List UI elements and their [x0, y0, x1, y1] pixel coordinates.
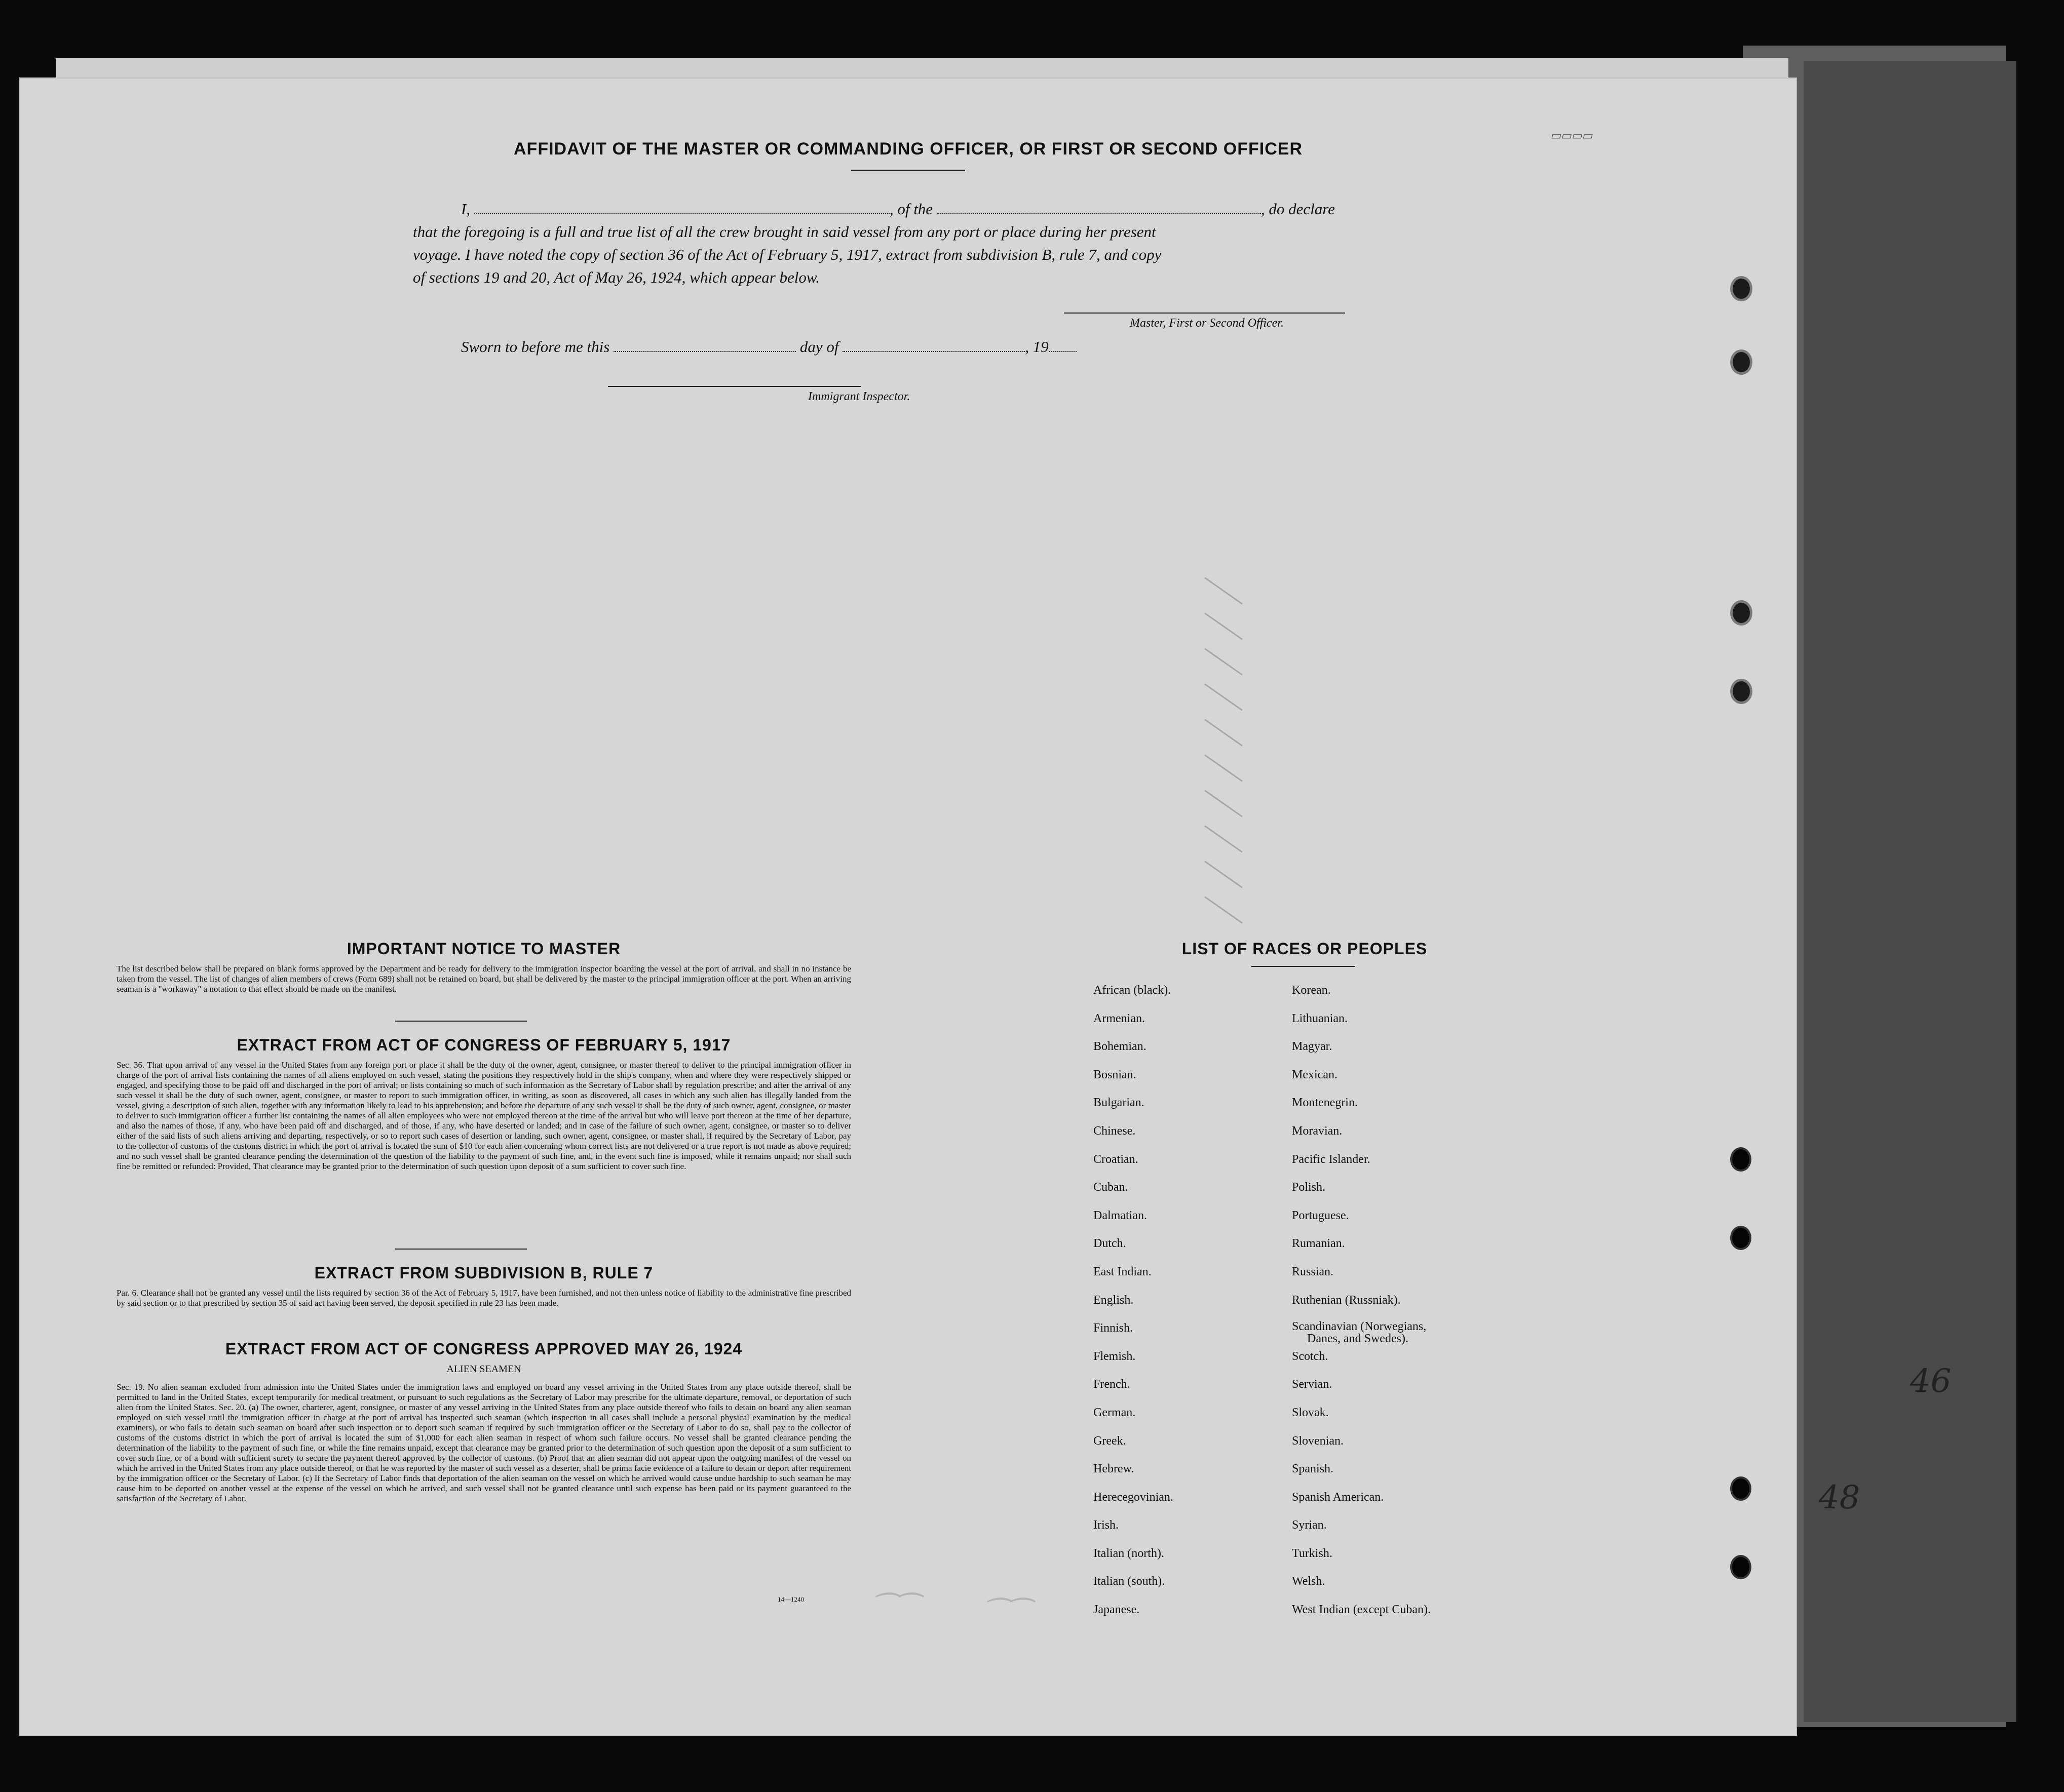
race-item: Bosnian.: [1093, 1068, 1136, 1081]
handwritten-page-number: 48: [1819, 1479, 1860, 1516]
inspector-caption: Immigrant Inspector.: [808, 390, 910, 403]
race-item: Japanese.: [1093, 1603, 1140, 1617]
pencil-stroke: [1204, 648, 1242, 675]
affidavit-line-1: I, , of the , do declare: [461, 200, 1335, 218]
race-item: German.: [1093, 1406, 1136, 1419]
title-rule: [851, 170, 965, 171]
sworn-year-blank[interactable]: [1049, 339, 1077, 352]
race-item: Armenian.: [1093, 1011, 1145, 1025]
bleed-through-text: ▭▭▭▭: [1550, 129, 1593, 142]
race-item: Bulgarian.: [1093, 1096, 1144, 1110]
race-item: Welsh.: [1292, 1575, 1325, 1588]
act-1924-heading: EXTRACT FROM ACT OF CONGRESS APPROVED MAY 26, 1924: [225, 1340, 743, 1358]
races-right-column: [1292, 983, 1431, 1630]
alien-seamen-subheading: ALIEN SEAMEN: [446, 1364, 521, 1375]
race-item: Finnish.: [1093, 1321, 1133, 1335]
races-left-column: [1093, 983, 1173, 1630]
handwritten-page-number: 46: [1910, 1362, 1952, 1400]
binder-hole: [1730, 1555, 1751, 1579]
race-item: Greek.: [1093, 1434, 1126, 1448]
race-item: Croatian.: [1093, 1152, 1138, 1166]
affidavit-line-4: of sections 19 and 20, Act of May 26, 1924, which appear below.: [413, 268, 820, 286]
race-item: Dalmatian.: [1093, 1209, 1147, 1222]
pencil-stroke: [1204, 790, 1242, 817]
pencil-stroke: [1204, 754, 1242, 782]
race-item: Turkish.: [1292, 1546, 1332, 1560]
binder-hole: [1730, 679, 1752, 704]
pencil-stroke: [1204, 825, 1242, 852]
race-item: Rumanian.: [1292, 1237, 1345, 1251]
race-item: Scotch.: [1292, 1349, 1328, 1363]
races-rule: [1251, 966, 1355, 967]
race-item: Flemish.: [1093, 1349, 1136, 1363]
race-item: African (black).: [1093, 984, 1171, 997]
race-item: Slovenian.: [1292, 1434, 1344, 1448]
race-item: Montenegrin.: [1292, 1096, 1358, 1110]
race-item: Italian (north).: [1093, 1546, 1164, 1560]
race-item: French.: [1093, 1378, 1130, 1391]
sworn-date-blank[interactable]: [614, 339, 796, 352]
binder-hole: [1730, 1476, 1751, 1501]
pencil-stroke: [1204, 612, 1242, 640]
race-item: Servian.: [1292, 1378, 1332, 1391]
pencil-stroke: [1204, 719, 1242, 746]
binder-hole: [1730, 276, 1752, 301]
act-1917-body: Sec. 36. That upon arrival of any vessel in the United States from any foreign port or place it shall be the duty of the owner, agent, consignee, or master thereof to deliver to the principal immigration officer in charge of the port of arrival lists containing the names of all aliens employed on such vessel, stating the positions they respectively hold in the ship's company, when and where they were respectively shipped or engaged, and specifying those to be paid off and discharged in the port of arrival; or lists containing so much of such information as the Secretary of Labor shall by regulation prescribe; and after the arrival of any such vessel it shall be the duty of such owner, agent, consignee, or master to report to such immigration officer, in writing, as soon as discovered, all cases in which any such alien has illegally landed from the vessel, giving a description of such alien, together with any information likely to lead to his apprehension; and before the departure of any such vessel it shall be the duty of such owner, agent, consignee, or master to deliver to such immigration officer a further list containing the names of all alien employees who were not employed thereon at the time of the arrival but who will leave port thereon at the time of her departure, and also the names of those, if any, who have been paid off and discharged, and of those, if any, who have deserted or landed; and in case of the failure of such owner, agent, consignee, or master so to deliver either of the said lists of such aliens arriving and departing, respectively, or so to report such cases of desertion or landing, such owner, agent, consignee, or master shall, if required by the Secretary of Labor, pay to the collector of customs of the customs district in which the port of arrival is located the sum of $10 for each alien concerning whom correct lists are not delivered or a true report is not made as above required; and no such vessel shall be granted clearance pending the determination of the question of the liability to the payment of such fine, and, in the event such fine is imposed, while it remains unpaid; nor shall such fine be remitted or refunded: Provided, That clearance may be granted prior to the determination of such question upon deposit of a sum sufficient to cover such fine.: [117, 1060, 851, 1171]
affidavit-line-3: voyage. I have noted the copy of section 36 of the Act of February 5, 1917, extract from subdivision B, rule 7, and copy: [413, 246, 1162, 263]
race-item: Herecegovinian.: [1093, 1490, 1173, 1504]
vessel-blank[interactable]: [937, 201, 1261, 214]
pencil-stroke: [1204, 861, 1242, 888]
race-item: Russian.: [1292, 1265, 1334, 1278]
races-heading: LIST OF RACES OR PEOPLES: [1181, 940, 1428, 958]
pencil-stroke: [1204, 683, 1242, 711]
document-page: [20, 79, 1796, 1735]
race-item: Lithuanian.: [1292, 1011, 1348, 1025]
act-1917-rule: [395, 1249, 527, 1250]
race-item: Scandinavian (Norwegians, Danes, and Swedes).: [1292, 1320, 1427, 1346]
sworn-month-blank[interactable]: [843, 339, 1025, 352]
race-item: Hebrew.: [1093, 1462, 1134, 1476]
race-item: Portuguese.: [1292, 1209, 1349, 1222]
binder-hole: [1730, 1226, 1751, 1250]
race-item: East Indian.: [1093, 1265, 1152, 1278]
race-item: Spanish American.: [1292, 1490, 1384, 1504]
affidavit-title: AFFIDAVIT OF THE MASTER OR COMMANDING OFFICER, OR FIRST OR SECOND OFFICER: [514, 139, 1303, 159]
master-signature-line[interactable]: [1064, 313, 1345, 314]
master-signature-caption: Master, First or Second Officer.: [1130, 317, 1284, 330]
pencil-stroke: [1204, 896, 1242, 923]
underlying-sheet-edge: [1804, 61, 2016, 1722]
race-item: West Indian (except Cuban).: [1292, 1603, 1431, 1617]
binder-hole: [1730, 600, 1752, 626]
race-item: Polish.: [1292, 1181, 1326, 1194]
race-item: Chinese.: [1093, 1124, 1136, 1138]
binder-hole: [1730, 1147, 1751, 1172]
pencil-scribble: ⁀⁀: [983, 1598, 1029, 1631]
notice-body: The list described below shall be prepared on blank forms approved by the Department and be ready for delivery to the immigration inspector boarding the vessel at the port of arrival, and shall in no instance be taken from the vessel. The list of changes of alien members of crews (Form 689) shall not be retained on board, but shall be delivered by the master to the principal immigration officer at the port. When an arriving seaman is a "workaway" a notation to that effect should be made on the manifest.: [117, 964, 851, 994]
race-item: Syrian.: [1292, 1518, 1327, 1532]
race-item: Korean.: [1292, 984, 1331, 997]
race-item: Spanish.: [1292, 1462, 1334, 1476]
race-item: Cuban.: [1093, 1181, 1128, 1194]
pencil-scribble: ⁀⁀: [871, 1593, 918, 1626]
race-item: Magyar.: [1292, 1040, 1332, 1054]
pencil-stroke: [1204, 577, 1242, 604]
act-1917-heading: EXTRACT FROM ACT OF CONGRESS OF FEBRUARY 5, 1917: [237, 1036, 731, 1054]
sworn-line: Sworn to before me this day of , 19: [461, 338, 1077, 356]
race-item: Dutch.: [1093, 1237, 1126, 1251]
race-item: Moravian.: [1292, 1124, 1343, 1138]
race-item: English.: [1093, 1293, 1134, 1307]
inspector-signature-line[interactable]: [608, 386, 861, 387]
form-number: 14—1240: [778, 1595, 804, 1603]
notice-heading: IMPORTANT NOTICE TO MASTER: [347, 940, 621, 958]
name-blank[interactable]: [474, 201, 890, 214]
rule-7-body: Par. 6. Clearance shall not be granted any vessel until the lists required by section 36 of the Act of February 5, 1917, have been furnished, and not then unless notice of liability to the administrative fine prescribed by said section or to that prescribed by section 35 of said act having been served, the deposit specified in rule 23 has been made.: [117, 1288, 851, 1308]
race-item: Bohemian.: [1093, 1040, 1146, 1054]
race-item: Pacific Islander.: [1292, 1152, 1370, 1166]
race-item: Irish.: [1093, 1518, 1119, 1532]
race-item: Slovak.: [1292, 1406, 1329, 1419]
binder-hole: [1730, 349, 1752, 375]
act-1924-body: Sec. 19. No alien seaman excluded from admission into the United States under the immigration laws and employed on board any vessel arriving in the United States from any place outside thereof, shall be permitted to land in the United States, except temporarily for medical treatment, or pursuant to such regulations as the Secretary of Labor may prescribe for the ultimate departure, removal, or deportation of such alien from the United States. Sec. 20. (a) The owner, charterer, agent, consignee, or master of any vessel arriving in the United States from any place outside thereof who fails to detain on board any alien seaman employed on such vessel until the immigration officer in charge at the port of arrival has inspected such seaman (which inspection in all cases shall include a personal physical examination by the medical examiners), or who fails to detain such seaman on board after such inspection or to deport such seaman if required by such immigration officer or the Secretary of Labor to do so, shall pay to the collector of customs of the customs district in which the port of arrival is located the sum of $1,000 for each alien seaman in respect of whom such failure occurs. No vessel shall be granted clearance pending the determination of the liability to the payment of such fine, or while the fine remains unpaid, except that clearance may be granted prior to the determination of such question upon the deposit of a sum sufficient to cover such fine, or of a bond with sufficient surety to secure the payment thereof approved by the collector of customs. (b) Proof that an alien seaman did not appear upon the outgoing manifest of the vessel on which he arrived in the United States from any place outside thereof, or that he was reported by the master of such vessel as a deserter, shall be prima facie evidence of a failure to detain or deport after requirement by the immigration officer or the Secretary of Labor. (c) If the Secretary of Labor finds that deportation of the alien seaman on the vessel on which he arrived would cause undue hardship to such seaman he may cause him to be deported on another vessel at the expense of the vessel on which he arrived, and such vessel shall not be granted clearance until such expense has been paid or its payment guaranteed to the satisfaction of the Secretary of Labor.: [117, 1382, 851, 1503]
race-item: Italian (south).: [1093, 1575, 1165, 1588]
notice-rule: [395, 1021, 527, 1022]
race-item: Mexican.: [1292, 1068, 1337, 1081]
affidavit-line-2: that the foregoing is a full and true list of all the crew brought in said vessel from any port or place during her present: [413, 223, 1156, 241]
race-item: Ruthenian (Russniak).: [1292, 1293, 1401, 1307]
rule-7-heading: EXTRACT FROM SUBDIVISION B, RULE 7: [314, 1264, 654, 1282]
